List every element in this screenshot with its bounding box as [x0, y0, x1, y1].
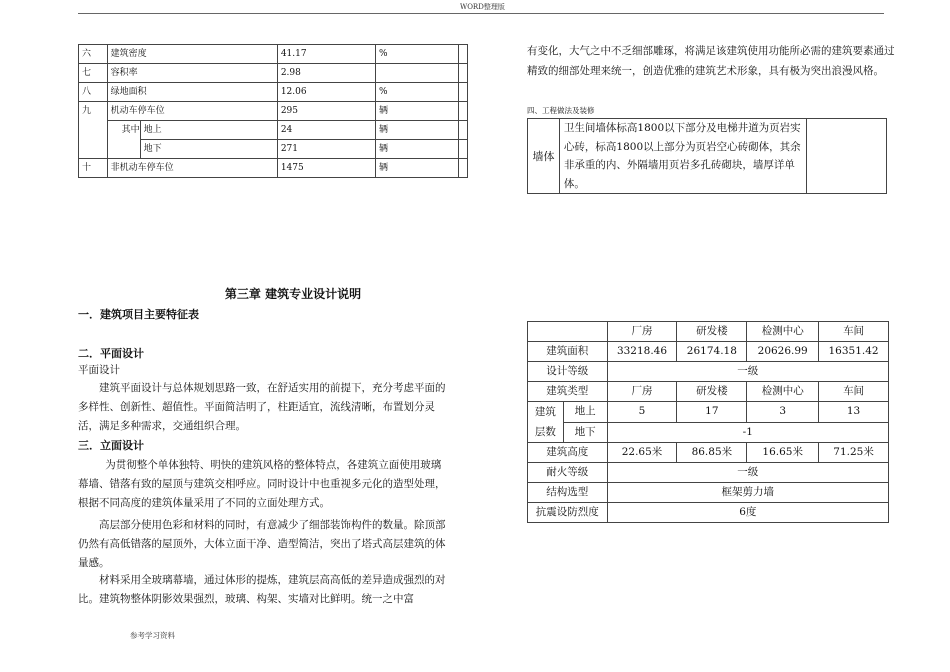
table-row	[79, 121, 468, 140]
row-label: 建筑面积	[528, 342, 608, 362]
section3-paragraph-1: 为贯彻整个单体独特、明快的建筑风格的整体特点，各建筑立面使用玻璃幕墙、错落有致的屋顶与建筑交相呼应。同时设计中也重视多元化的造型处理，根据不同高度的建筑体量采用了不同的立面处理方式。	[78, 459, 446, 509]
cell: 22.65米	[607, 443, 677, 463]
cell: -1	[607, 422, 888, 443]
feature-table	[527, 321, 889, 523]
section2-subheading: 平面设计	[78, 364, 120, 376]
cell: 厂房	[607, 382, 677, 402]
row-value: 2.98	[277, 64, 375, 83]
col-header: 厂房	[607, 322, 677, 342]
col-header: 车间	[819, 322, 889, 342]
page-footer: 参考学习资料	[130, 631, 175, 640]
cell: 16.65米	[747, 443, 819, 463]
row-label: 抗震设防烈度	[528, 503, 608, 523]
chapter-title: 第三章 建筑专业设计说明	[224, 287, 362, 301]
row-value: 24	[277, 121, 375, 140]
col-header: 研发楼	[677, 322, 747, 342]
row-unit: %	[375, 83, 458, 102]
row-number: 六	[79, 45, 108, 64]
table-row	[528, 402, 889, 423]
cell: 一级	[607, 463, 888, 483]
section3-heading: 三．立面设计	[78, 439, 144, 452]
header-rule	[78, 13, 884, 14]
section3-paragraph-3: 材料采用全玻璃幕墙，通过体形的提炼，建筑层高高低的差异造成强烈的对比。建筑物整体阴影效果强烈，玻璃、构架、实墙对比鲜明。统一之中富	[78, 574, 446, 605]
cell: 框架剪力墙	[607, 483, 888, 503]
section2-paragraph: 建筑平面设计与总体规划思路一致，在舒适实用的前提下，充分考虑平面的多样性、创新性、超值性。平面简洁明了，柱距适宜，流线清晰，布置划分灵活，满足多种需求，交通组织合理。	[78, 382, 446, 432]
cell: 71.25米	[819, 443, 889, 463]
row-value: 41.17	[277, 45, 375, 64]
row-name: 建筑密度	[107, 45, 277, 64]
continued-paragraph: 有变化，大气之中不乏细部雕琢，将满足该建筑使用功能所必需的建筑要素通过精致的细部处理来统一，创造优雅的建筑艺术形象，具有极为突出浪漫风格。	[527, 45, 895, 77]
cell: 5	[607, 402, 677, 423]
indicator-table	[78, 44, 468, 178]
cell: 16351.42	[819, 342, 889, 362]
row-unit: %	[375, 45, 458, 64]
row-unit	[375, 64, 458, 83]
table-row	[79, 83, 468, 102]
wall-label: 墙体	[528, 119, 560, 194]
row-name: 绿地面积	[107, 83, 277, 102]
cell: 20626.99	[747, 342, 819, 362]
table-row	[528, 422, 889, 443]
row-unit: 辆	[375, 140, 458, 159]
cell: 6度	[607, 503, 888, 523]
cell: 26174.18	[677, 342, 747, 362]
cell: 13	[819, 402, 889, 423]
row-name: 地上	[140, 121, 277, 140]
row-name: 机动车停车位	[107, 102, 277, 121]
table-row	[79, 64, 468, 83]
row-value: 271	[277, 140, 375, 159]
row-unit: 辆	[375, 121, 458, 140]
row-name: 非机动车停车位	[107, 159, 277, 178]
row-label: 耐火等级	[528, 463, 608, 483]
cell: 检测中心	[747, 382, 819, 402]
section1-heading: 一．建筑项目主要特征表	[78, 308, 199, 321]
row-value: 1475	[277, 159, 375, 178]
cell: 17	[677, 402, 747, 423]
section2-heading: 二．平面设计	[78, 347, 144, 360]
wall-content: 卫生间墙体标高1800以下部分及电梯井道为页岩实心砖，标高1800以上部分为页岩空心砖砌体，其余非承重的内、外隔墙用页岩多孔砖砌块，墙厚详单体。	[559, 119, 806, 194]
section3-paragraph-2: 高层部分使用色彩和材料的同时，有意减少了细部装饰构件的数量。除顶部仍然有高低错落的屋顶外，大体立面干净、造型简洁，突出了塔式高层建筑的体量感。	[78, 519, 446, 569]
row-name: 地下	[140, 140, 277, 159]
row-sub: 其中	[107, 121, 140, 159]
col-header: 检测中心	[747, 322, 819, 342]
row-unit: 辆	[375, 102, 458, 121]
cell: 33218.46	[607, 342, 677, 362]
table-row	[528, 362, 889, 382]
table-row	[528, 322, 889, 342]
row-number: 九	[79, 102, 108, 159]
row-label: 地上	[563, 402, 607, 423]
row-label: 地下	[563, 422, 607, 443]
section4-heading: 四、工程做法及装修	[527, 106, 595, 115]
row-number: 八	[79, 83, 108, 102]
row-label: 建筑高度	[528, 443, 608, 463]
row-value: 295	[277, 102, 375, 121]
table-row	[528, 483, 889, 503]
table-row	[528, 463, 889, 483]
row-label: 设计等级	[528, 362, 608, 382]
row-label: 结构选型	[528, 483, 608, 503]
floors-label: 建筑 层数	[528, 402, 564, 443]
table-row	[528, 342, 889, 362]
cell: 86.85米	[677, 443, 747, 463]
cell: 一级	[607, 362, 888, 382]
construction-table	[527, 118, 887, 194]
row-value: 12.06	[277, 83, 375, 102]
row-label: 建筑类型	[528, 382, 608, 402]
table-row	[79, 45, 468, 64]
page-header: WORD整理版	[460, 3, 505, 11]
row-number: 七	[79, 64, 108, 83]
row-name: 容积率	[107, 64, 277, 83]
row-unit: 辆	[375, 159, 458, 178]
table-row	[528, 443, 889, 463]
cell: 3	[747, 402, 819, 423]
table-row	[528, 382, 889, 402]
cell: 车间	[819, 382, 889, 402]
row-number: 十	[79, 159, 108, 178]
table-row	[528, 503, 889, 523]
cell: 研发楼	[677, 382, 747, 402]
table-row	[79, 159, 468, 178]
table-row	[79, 102, 468, 121]
